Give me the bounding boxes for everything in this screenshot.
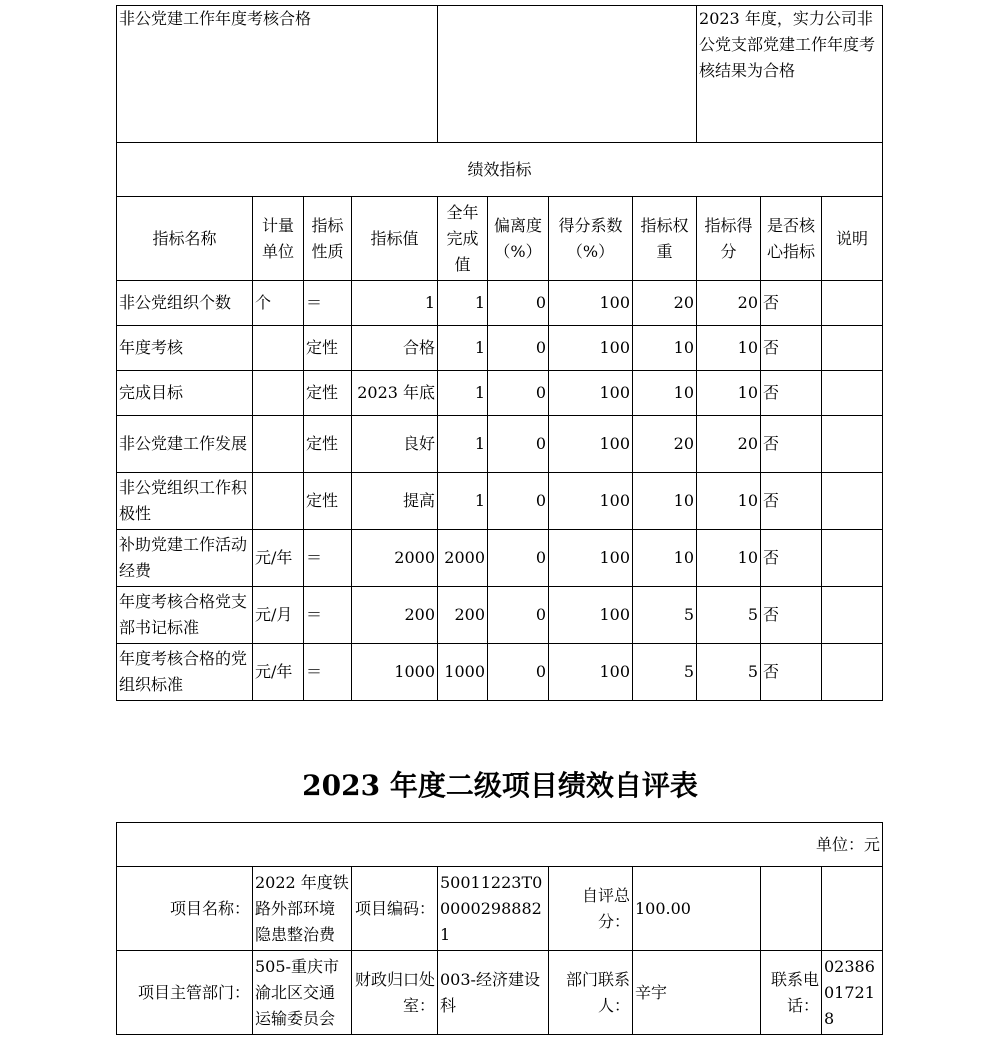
indicator-value-cell: 200 (352, 587, 438, 644)
contact-value: 辛宇 (633, 951, 761, 1035)
weight-cell: 10 (633, 371, 697, 416)
header-cell: 是否核心指标 (761, 197, 822, 281)
indicator-rows (117, 281, 883, 701)
header-cell: 指标权重 (633, 197, 697, 281)
table-row (117, 644, 883, 701)
score-coefficient-cell: 100 (549, 326, 633, 371)
unit-cell: 元/年 (253, 644, 304, 701)
section-title: 绩效指标 (117, 143, 883, 197)
nature-cell: 定性 (304, 416, 352, 473)
header-cell: 计量单位 (253, 197, 304, 281)
note-cell (822, 326, 883, 371)
unit-cell: 元/月 (253, 587, 304, 644)
project-info-table (116, 822, 883, 1035)
header-cell: 指标名称 (117, 197, 253, 281)
page-title: 2023 年度二级项目绩效自评表 (302, 769, 698, 802)
empty-cell (822, 867, 883, 951)
core-flag-cell: 否 (761, 326, 822, 371)
note-cell (822, 587, 883, 644)
unit-cell (253, 473, 304, 530)
score-coefficient-cell: 100 (549, 644, 633, 701)
indicator-name-cell: 补助党建工作活动经费 (117, 530, 253, 587)
core-flag-cell: 否 (761, 644, 822, 701)
deviation-cell: 0 (488, 416, 549, 473)
indicator-name-cell: 完成目标 (117, 371, 253, 416)
note-cell (822, 530, 883, 587)
score-cell: 10 (697, 326, 761, 371)
deviation-cell: 0 (488, 473, 549, 530)
table-row (117, 371, 883, 416)
unit-label: 单位：元 (117, 823, 883, 867)
finance-office-label: 财政归口处室： (352, 951, 438, 1035)
project-name-value: 2022 年度铁路外部环境隐患整治费 (253, 867, 352, 951)
weight-cell: 20 (633, 416, 697, 473)
indicator-name-cell: 非公党组织个数 (117, 281, 253, 326)
annual-result-cell: 2023 年度，实力公司非公党支部党建工作年度考核结果为合格 (697, 6, 883, 143)
deviation-cell: 0 (488, 326, 549, 371)
empty-cell (761, 867, 822, 951)
indicator-value-cell: 提高 (352, 473, 438, 530)
table-row (117, 281, 883, 326)
unit-cell (253, 416, 304, 473)
department-value: 505-重庆市渝北区交通运输委员会 (253, 951, 352, 1035)
empty-cell (438, 6, 697, 143)
indicator-name-cell: 非公党建工作发展 (117, 416, 253, 473)
score-cell: 20 (697, 416, 761, 473)
score-cell: 10 (697, 473, 761, 530)
note-cell (822, 371, 883, 416)
core-flag-cell: 否 (761, 530, 822, 587)
score-coefficient-cell: 100 (549, 281, 633, 326)
nature-cell: ＝ (304, 587, 352, 644)
unit-cell: 个 (253, 281, 304, 326)
nature-cell: ＝ (304, 644, 352, 701)
indicator-value-cell: 合格 (352, 326, 438, 371)
score-coefficient-cell: 100 (549, 473, 633, 530)
weight-cell: 20 (633, 281, 697, 326)
nature-cell: 定性 (304, 326, 352, 371)
score-cell: 10 (697, 530, 761, 587)
header-cell: 得分系数（%） (549, 197, 633, 281)
weight-cell: 10 (633, 473, 697, 530)
core-flag-cell: 否 (761, 416, 822, 473)
completed-value-cell: 1 (438, 371, 488, 416)
performance-indicator-table (116, 5, 883, 701)
completed-value-cell: 200 (438, 587, 488, 644)
project-code-label: 项目编码： (352, 867, 438, 951)
score-coefficient-cell: 100 (549, 530, 633, 587)
finance-office-value: 003-经济建设科 (438, 951, 549, 1035)
completed-value-cell: 1 (438, 326, 488, 371)
table-row (117, 326, 883, 371)
department-label: 项目主管部门： (117, 951, 253, 1035)
unit-cell: 元/年 (253, 530, 304, 587)
header-cell: 全年完成值 (438, 197, 488, 281)
table-row (117, 416, 883, 473)
table-row (117, 530, 883, 587)
completed-value-cell: 1 (438, 416, 488, 473)
indicator-value-cell: 2023 年底 (352, 371, 438, 416)
deviation-cell: 0 (488, 281, 549, 326)
core-flag-cell: 否 (761, 473, 822, 530)
weight-cell: 5 (633, 587, 697, 644)
deviation-cell: 0 (488, 371, 549, 416)
weight-cell: 10 (633, 326, 697, 371)
header-cell: 指标性质 (304, 197, 352, 281)
core-flag-cell: 否 (761, 281, 822, 326)
deviation-cell: 0 (488, 587, 549, 644)
completed-value-cell: 1000 (438, 644, 488, 701)
score-cell: 20 (697, 281, 761, 326)
note-cell (822, 281, 883, 326)
deviation-cell: 0 (488, 530, 549, 587)
contact-label: 部门联系人： (549, 951, 633, 1035)
indicator-name-cell: 年度考核合格的党组织标准 (117, 644, 253, 701)
deviation-cell: 0 (488, 644, 549, 701)
nature-cell: 定性 (304, 473, 352, 530)
nature-cell: ＝ (304, 530, 352, 587)
indicator-name-cell: 年度考核 (117, 326, 253, 371)
table-row (117, 473, 883, 530)
header-cell: 指标得分 (697, 197, 761, 281)
score-cell: 10 (697, 371, 761, 416)
phone-label: 联系电话： (761, 951, 822, 1035)
note-cell (822, 473, 883, 530)
weight-cell: 10 (633, 530, 697, 587)
indicator-value-cell: 1 (352, 281, 438, 326)
self-score-value: 100.00 (633, 867, 761, 951)
header-cell: 指标值 (352, 197, 438, 281)
project-code-value: 50011223T000002988821 (438, 867, 549, 951)
header-cell: 说明 (822, 197, 883, 281)
self-score-label: 自评总分： (549, 867, 633, 951)
score-cell: 5 (697, 644, 761, 701)
indicator-value-cell: 良好 (352, 416, 438, 473)
note-cell (822, 416, 883, 473)
nature-cell: 定性 (304, 371, 352, 416)
unit-cell (253, 371, 304, 416)
annual-target-cell: 非公党建工作年度考核合格 (117, 6, 438, 143)
indicator-name-cell: 非公党组织工作积极性 (117, 473, 253, 530)
core-flag-cell: 否 (761, 371, 822, 416)
project-name-label: 项目名称： (117, 867, 253, 951)
header-cell: 偏离度（%） (488, 197, 549, 281)
core-flag-cell: 否 (761, 587, 822, 644)
phone-value: 02386017218 (822, 951, 883, 1035)
score-cell: 5 (697, 587, 761, 644)
note-cell (822, 644, 883, 701)
score-coefficient-cell: 100 (549, 587, 633, 644)
completed-value-cell: 1 (438, 281, 488, 326)
score-coefficient-cell: 100 (549, 416, 633, 473)
weight-cell: 5 (633, 644, 697, 701)
completed-value-cell: 2000 (438, 530, 488, 587)
indicator-name-cell: 年度考核合格党支部书记标准 (117, 587, 253, 644)
table-row (117, 587, 883, 644)
score-coefficient-cell: 100 (549, 371, 633, 416)
unit-cell (253, 326, 304, 371)
indicator-value-cell: 1000 (352, 644, 438, 701)
indicator-value-cell: 2000 (352, 530, 438, 587)
nature-cell: ＝ (304, 281, 352, 326)
completed-value-cell: 1 (438, 473, 488, 530)
